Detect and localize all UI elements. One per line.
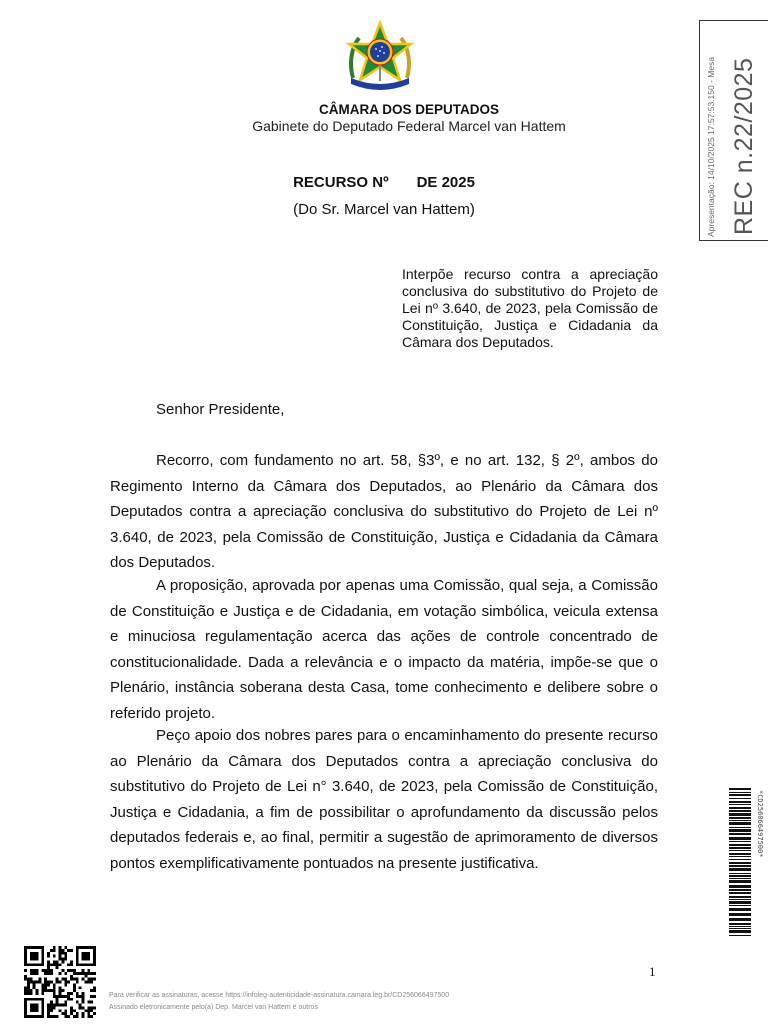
coat-of-arms-emblem [345, 20, 415, 92]
title-left: RECURSO Nº [293, 174, 389, 191]
body-paragraph: Peço apoio dos nobres pares para o encaminhamento do presente recurso ao Plenário da Câmara dos Deputados contra a apreciação conclusiva do substitutivo do Projeto de Lei n° 3.640, de 2023, pela Comissão de Constituição, Justiça e Cidadania, a fim de possibilitar o aprofundamento da discussão pelos deputados federais e, ao final, permitir a sugestão de aprimoramento de diversos pontos exemplificativamente pontuados na presente justificativa. [110, 727, 658, 872]
document-author: (Do Sr. Marcel van Hattem) [293, 201, 475, 218]
salutation: Senhor Presidente, [156, 401, 285, 418]
stamp-document-code: REC n.22/2025 [730, 57, 758, 235]
signature-note: Assinado eletronicamente pelo(a) Dep. Marcel van Hattem e outros [109, 1004, 318, 1011]
body-paragraph: Recorro, com fundamento no art. 58, §3º, e no art. 132, § 2º, ambos do Regimento Interno da Câmara dos Deputados, ao Plenário da Câmara dos Deputados contra a apreciação conclusiva do substitutivo do Projeto de Lei nº 3.640, de 2023, pela Comissão de Constituição, Justiça e Cidadania da Câmara dos Deputados. [110, 452, 658, 571]
barcode-image [729, 788, 751, 936]
barcode-number: *CD256066497500* [756, 790, 764, 858]
presentation-stamp [699, 20, 768, 241]
document-title [0, 174, 768, 191]
qr-code-image [24, 946, 96, 1018]
ementa-text: Interpõe recurso contra a apreciação conclusiva do substitutivo do Projeto de Lei nº 3.640, de 2023, pela Comissão de Constituição, Justiça e Cidadania da Câmara dos Deputados. [402, 266, 658, 350]
house-name: CÂMARA DOS DEPUTADOS [318, 102, 499, 117]
verification-note: Para verificar as assinaturas, acesse https://infoleg-autenticidade-assinatura.camara.leg.br/CD256066497500 [109, 992, 450, 999]
body-paragraph: A proposição, aprovada por apenas uma Comissão, qual seja, a Comissão de Constituição e Justiça e de Cidadania, em votação simbólica, veicula extensa e minuciosa regulamentação acerca das ações de controle concentrado de constitucionalidade. Dada a relevância e o impacto da matéria, impõe-se que o Plenário, instância soberana desta Casa, tome conhecimento e delibere sobre o referido projeto. [110, 577, 658, 722]
title-right: DE 2025 [416, 174, 475, 191]
cabinet-name: Gabinete do Deputado Federal Marcel van Hattem [252, 118, 566, 134]
stamp-presentation-date: Apresentação: 14/10/2025 17:57:53.150 - Mesa [706, 56, 716, 237]
page-number: 1 [649, 964, 656, 979]
